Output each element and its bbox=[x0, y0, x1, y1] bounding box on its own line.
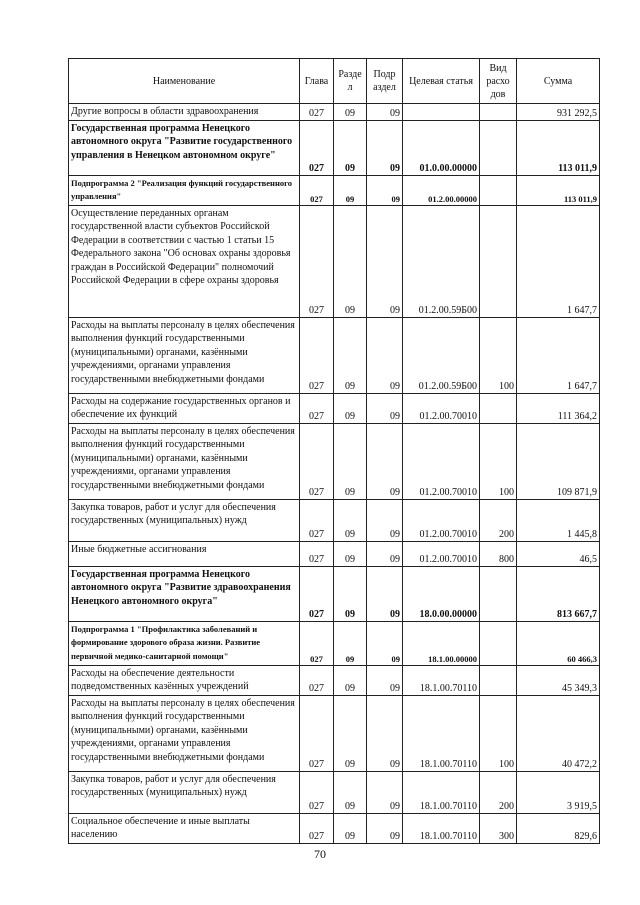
cell-podrazdel: 09 bbox=[367, 423, 403, 499]
cell-sum: 829,6 bbox=[517, 813, 600, 843]
cell-vid: 100 bbox=[480, 423, 517, 499]
cell-target bbox=[403, 104, 480, 121]
cell-sum: 111 364,2 bbox=[517, 393, 600, 423]
cell-name: Социальное обеспечение и иные выплаты населению bbox=[69, 813, 300, 843]
cell-vid bbox=[480, 665, 517, 695]
cell-glava: 027 bbox=[300, 621, 334, 665]
cell-glava: 027 bbox=[300, 317, 334, 393]
cell-glava: 027 bbox=[300, 771, 334, 813]
cell-podrazdel: 09 bbox=[367, 499, 403, 541]
table-row bbox=[69, 771, 600, 813]
cell-sum: 3 919,5 bbox=[517, 771, 600, 813]
cell-sum: 1 647,7 bbox=[517, 205, 600, 317]
cell-sum: 1 647,7 bbox=[517, 317, 600, 393]
cell-target: 01.0.00.00000 bbox=[403, 120, 480, 175]
header-podrazdel: Подр аздел bbox=[367, 59, 403, 104]
cell-razdel: 09 bbox=[334, 566, 367, 621]
cell-name: Закупка товаров, работ и услуг для обеспечения государственных (муниципальных) нужд bbox=[69, 499, 300, 541]
cell-name: Государственная программа Ненецкого автономного округа "Развитие здравоохранения Ненецкого автономного округа" bbox=[69, 566, 300, 621]
cell-podrazdel: 09 bbox=[367, 120, 403, 175]
cell-target: 01.2.00.00000 bbox=[403, 175, 480, 205]
cell-razdel: 09 bbox=[334, 393, 367, 423]
cell-razdel: 09 bbox=[334, 499, 367, 541]
cell-target: 01.2.00.59Б00 bbox=[403, 317, 480, 393]
table-row bbox=[69, 621, 600, 665]
cell-razdel: 09 bbox=[334, 104, 367, 121]
cell-vid bbox=[480, 175, 517, 205]
cell-razdel: 09 bbox=[334, 423, 367, 499]
cell-razdel: 09 bbox=[334, 813, 367, 843]
cell-sum: 60 466,3 bbox=[517, 621, 600, 665]
cell-podrazdel: 09 bbox=[367, 695, 403, 771]
cell-podrazdel: 09 bbox=[367, 317, 403, 393]
cell-name: Осуществление переданных органам государственной власти субъектов Российской Федерации в соответствии с частью 1 статьи 15 Федерального закона "Об основах охраны здоровья граждан в Российской Федерации" полномочий Российской Федерации в сфере охраны здоровья bbox=[69, 205, 300, 317]
table-row bbox=[69, 665, 600, 695]
cell-name: Расходы на выплаты персоналу в целях обеспечения выполнения функций государственными (муниципальными) органами, казёнными учреждениями, органами управления государственными внебюджетными фондами bbox=[69, 695, 300, 771]
header-name: Наименование bbox=[69, 59, 300, 104]
cell-podrazdel: 09 bbox=[367, 393, 403, 423]
cell-vid: 800 bbox=[480, 541, 517, 566]
cell-glava: 027 bbox=[300, 393, 334, 423]
cell-target: 01.2.00.70010 bbox=[403, 541, 480, 566]
table-row bbox=[69, 499, 600, 541]
cell-name: Подпрограмма 1 "Профилактика заболеваний и формирование здорового образа жизни. Развитие первичной медико-санитарной помощи" bbox=[69, 621, 300, 665]
cell-vid: 200 bbox=[480, 499, 517, 541]
header-sum: Сумма bbox=[517, 59, 600, 104]
table-row bbox=[69, 541, 600, 566]
cell-razdel: 09 bbox=[334, 621, 367, 665]
cell-razdel: 09 bbox=[334, 175, 367, 205]
cell-podrazdel: 09 bbox=[367, 541, 403, 566]
cell-glava: 027 bbox=[300, 813, 334, 843]
cell-razdel: 09 bbox=[334, 205, 367, 317]
cell-razdel: 09 bbox=[334, 771, 367, 813]
table-header-row bbox=[69, 59, 600, 104]
cell-podrazdel: 09 bbox=[367, 665, 403, 695]
header-razdel: Разде л bbox=[334, 59, 367, 104]
cell-vid bbox=[480, 104, 517, 121]
cell-name: Расходы на выплаты персоналу в целях обеспечения выполнения функций государственными (муниципальными) органами, казёнными учреждениями, органами управления государственными внебюджетными фондами bbox=[69, 317, 300, 393]
cell-razdel: 09 bbox=[334, 317, 367, 393]
cell-target: 01.2.00.70010 bbox=[403, 423, 480, 499]
cell-name: Подпрограмма 2 "Реализация функций государственного управления" bbox=[69, 175, 300, 205]
cell-podrazdel: 09 bbox=[367, 771, 403, 813]
cell-sum: 40 472,2 bbox=[517, 695, 600, 771]
cell-vid bbox=[480, 621, 517, 665]
cell-sum: 113 011,9 bbox=[517, 120, 600, 175]
cell-glava: 027 bbox=[300, 695, 334, 771]
cell-sum: 1 445,8 bbox=[517, 499, 600, 541]
cell-target: 01.2.00.70010 bbox=[403, 499, 480, 541]
cell-razdel: 09 bbox=[334, 665, 367, 695]
header-target: Целевая статья bbox=[403, 59, 480, 104]
cell-podrazdel: 09 bbox=[367, 566, 403, 621]
cell-vid: 100 bbox=[480, 317, 517, 393]
cell-podrazdel: 09 bbox=[367, 205, 403, 317]
cell-podrazdel: 09 bbox=[367, 813, 403, 843]
header-glava: Глава bbox=[300, 59, 334, 104]
cell-podrazdel: 09 bbox=[367, 175, 403, 205]
cell-razdel: 09 bbox=[334, 120, 367, 175]
cell-vid bbox=[480, 120, 517, 175]
cell-sum: 45 349,3 bbox=[517, 665, 600, 695]
cell-glava: 027 bbox=[300, 104, 334, 121]
cell-vid: 300 bbox=[480, 813, 517, 843]
table-row bbox=[69, 423, 600, 499]
cell-glava: 027 bbox=[300, 541, 334, 566]
cell-podrazdel: 09 bbox=[367, 621, 403, 665]
cell-glava: 027 bbox=[300, 566, 334, 621]
cell-vid bbox=[480, 393, 517, 423]
table-row bbox=[69, 205, 600, 317]
page-number: 70 bbox=[314, 847, 326, 861]
table-row bbox=[69, 120, 600, 175]
cell-target: 01.2.00.70010 bbox=[403, 393, 480, 423]
cell-name: Расходы на содержание государственных органов и обеспечение их функций bbox=[69, 393, 300, 423]
cell-glava: 027 bbox=[300, 423, 334, 499]
cell-name: Другие вопросы в области здравоохранения bbox=[69, 104, 300, 121]
cell-target: 18.0.00.00000 bbox=[403, 566, 480, 621]
cell-glava: 027 bbox=[300, 205, 334, 317]
cell-sum: 931 292,5 bbox=[517, 104, 600, 121]
cell-name: Иные бюджетные ассигнования bbox=[69, 541, 300, 566]
table-row bbox=[69, 813, 600, 843]
table-row bbox=[69, 393, 600, 423]
cell-sum: 46,5 bbox=[517, 541, 600, 566]
cell-name: Расходы на выплаты персоналу в целях обеспечения выполнения функций государственными (муниципальными) органами, казёнными учреждениями, органами управления государственными внебюджетными фондами bbox=[69, 423, 300, 499]
cell-glava: 027 bbox=[300, 499, 334, 541]
cell-razdel: 09 bbox=[334, 541, 367, 566]
cell-glava: 027 bbox=[300, 175, 334, 205]
cell-sum: 109 871,9 bbox=[517, 423, 600, 499]
cell-glava: 027 bbox=[300, 665, 334, 695]
cell-target: 01.2.00.59Б00 bbox=[403, 205, 480, 317]
cell-vid: 200 bbox=[480, 771, 517, 813]
table-row bbox=[69, 104, 600, 121]
cell-name: Закупка товаров, работ и услуг для обеспечения государственных (муниципальных) нужд bbox=[69, 771, 300, 813]
cell-target: 18.1.00.70110 bbox=[403, 695, 480, 771]
cell-target: 18.1.00.70110 bbox=[403, 813, 480, 843]
cell-name: Расходы на обеспечение деятельности подведомственных казённых учреждений bbox=[69, 665, 300, 695]
cell-name: Государственная программа Ненецкого автономного округа "Развитие государственного управления в Ненецком автономном округе" bbox=[69, 120, 300, 175]
header-vid: Вид расхо дов bbox=[480, 59, 517, 104]
cell-sum: 813 667,7 bbox=[517, 566, 600, 621]
cell-vid bbox=[480, 566, 517, 621]
cell-target: 18.1.00.00000 bbox=[403, 621, 480, 665]
cell-vid bbox=[480, 205, 517, 317]
table-row bbox=[69, 317, 600, 393]
budget-table bbox=[68, 58, 600, 844]
cell-sum: 113 011,9 bbox=[517, 175, 600, 205]
cell-podrazdel: 09 bbox=[367, 104, 403, 121]
cell-razdel: 09 bbox=[334, 695, 367, 771]
table-row bbox=[69, 566, 600, 621]
cell-glava: 027 bbox=[300, 120, 334, 175]
cell-target: 18.1.00.70110 bbox=[403, 665, 480, 695]
cell-target: 18.1.00.70110 bbox=[403, 771, 480, 813]
table-row bbox=[69, 175, 600, 205]
table-row bbox=[69, 695, 600, 771]
cell-vid: 100 bbox=[480, 695, 517, 771]
